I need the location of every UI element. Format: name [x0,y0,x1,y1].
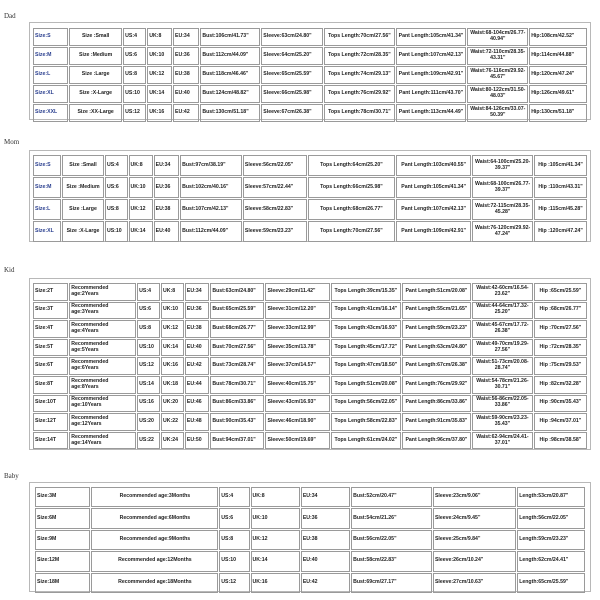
baby-table-row [35,487,585,507]
dad-cell: Waist:84-126cm/33.07-50.39" [467,104,528,122]
kid-cell: UK:12 [161,320,184,338]
mom-section-title: Mom [4,138,20,146]
mom-cell: Size :X-Large [62,221,104,242]
dad-cell: UK:16 [147,104,172,122]
kid-cell: US:8 [137,320,160,338]
kid-cell: Hip :70cm/27.56" [534,320,587,338]
mom-size-table [32,154,588,243]
baby-cell: Recommended age:3Months [91,487,218,507]
baby-cell: EU:36 [301,508,350,528]
kid-cell: US:14 [137,376,160,394]
kid-cell: Sleeve:40cm/15.75" [265,376,330,394]
mom-cell: UK:14 [129,221,153,242]
baby-cell: Bust:69cm/27.17" [351,573,432,593]
dad-cell: UK:14 [147,85,172,103]
mom-cell: Pant Length:105cm/41.34" [396,177,471,198]
kid-cell: EU:48 [185,413,209,431]
dad-cell: Hip:126cm/49.61" [529,85,587,103]
baby-cell: UK:8 [251,487,300,507]
mom-cell: Pant Length:103cm/40.55" [396,155,471,176]
dad-cell: Sleeve:65cm/25.59" [261,66,323,84]
kid-cell: Tops Length:45cm/17.72" [331,339,401,357]
kid-cell: US:4 [137,283,160,301]
dad-cell: Tops Length:70cm/27.56" [324,28,394,46]
baby-cell: Sleeve:24cm/9.45" [433,508,516,528]
mom-cell: Size:L [33,199,61,220]
kid-cell: Bust:90cm/35.43" [210,413,264,431]
baby-cell: Length:56cm/22.05" [517,508,585,528]
kid-cell: Bust:94cm/37.01" [210,432,264,450]
dad-cell: Size :Medium [69,47,122,65]
kid-cell: UK:22 [161,413,184,431]
kid-cell: Bust:73cm/28.74" [210,357,264,375]
kid-cell: Size:5T [33,339,68,357]
dad-cell: Pant Length:105cm/41.34" [396,28,467,46]
baby-cell: Length:62cm/24.41" [517,551,585,571]
baby-cell: Size:12M [35,551,90,571]
kid-cell: Recommended age:4Years [69,320,136,338]
dad-cell: Size:XL [33,85,68,103]
kid-cell: Waist:51-73cm/20.08-28.74" [472,357,533,375]
baby-cell: US:10 [219,551,249,571]
mom-cell: US:6 [105,177,128,198]
kid-cell: Tops Length:61cm/24.02" [331,432,401,450]
kid-cell: UK:18 [161,376,184,394]
kid-cell: Tops Length:51cm/20.08" [331,376,401,394]
mom-cell: Hip :120cm/47.24" [534,221,587,242]
kid-cell: Sleeve:33cm/12.99" [265,320,330,338]
kid-cell: Pant Length:59cm/23.23" [402,320,472,338]
baby-size-table [34,486,586,594]
kid-cell: Pant Length:86cm/33.86" [402,395,472,413]
kid-cell: Waist:54-78cm/21.26-30.71" [472,376,533,394]
kid-size-table [32,282,588,450]
kid-cell: Recommended age:14Years [69,432,136,450]
kid-cell: US:12 [137,357,160,375]
baby-cell: Sleeve:23cm/9.06" [433,487,516,507]
kid-cell: Size:4T [33,320,68,338]
baby-cell: US:4 [219,487,249,507]
dad-cell: Sleeve:67cm/26.38" [261,104,323,122]
mom-table-row [33,221,587,242]
baby-cell: Size:6M [35,508,90,528]
mom-cell: Size :Large [62,199,104,220]
kid-cell: Recommended age:2Years [69,283,136,301]
kid-cell: Sleeve:46cm/18.90" [265,413,330,431]
baby-cell: Size:18M [35,573,90,593]
dad-cell: Pant Length:111cm/43.70" [396,85,467,103]
kid-cell: Sleeve:29cm/11.42" [265,283,330,301]
baby-cell: Length:59cm/23.23" [517,530,585,550]
kid-cell: Waist:59-90cm/23.23-35.43" [472,413,533,431]
baby-cell: Sleeve:25cm/9.84" [433,530,516,550]
kid-cell: Bust:63cm/24.80" [210,283,264,301]
kid-cell: Bust:68cm/26.77" [210,320,264,338]
mom-cell: Size:XL [33,221,61,242]
baby-table-row [35,551,585,571]
kid-cell: Size:10T [33,395,68,413]
kid-cell: Sleeve:50cm/19.69" [265,432,330,450]
kid-cell: Sleeve:43cm/16.93" [265,395,330,413]
mom-cell: Waist:72-115cm/28.35-45.28" [472,199,533,220]
kid-table-row [33,302,587,320]
baby-table-row [35,508,585,528]
kid-cell: Size:12T [33,413,68,431]
dad-cell: Size :XX-Large [69,104,122,122]
dad-cell: Tops Length:72cm/28.35" [324,47,394,65]
baby-cell: US:8 [219,530,249,550]
kid-cell: Recommended age:5Years [69,339,136,357]
baby-cell: Sleeve:27cm/10.63" [433,573,516,593]
kid-cell: UK:8 [161,283,184,301]
kid-cell: Recommended age:6Years [69,357,136,375]
kid-cell: UK:24 [161,432,184,450]
kid-cell: Pant Length:67cm/26.38" [402,357,472,375]
kid-cell: Waist:44-64cm/17.32-25.20" [472,302,533,320]
kid-cell: Recommended age:12Years [69,413,136,431]
kid-table-row [33,339,587,357]
dad-cell: Size :Small [69,28,122,46]
baby-cell: US:6 [219,508,249,528]
kid-cell: Hip :72cm/28.35" [534,339,587,357]
kid-table-row [33,283,587,301]
dad-cell: Tops Length:78cm/30.71" [324,104,394,122]
kid-cell: Pant Length:63cm/24.80" [402,339,472,357]
dad-cell: Waist:72-110cm/28.35-43.31" [467,47,528,65]
mom-cell: Sleeve:58cm/22.83" [243,199,307,220]
kid-table-row [33,357,587,375]
dad-cell: Bust:106cm/41.73" [200,28,260,46]
baby-cell: Length:53cm/20.87" [517,487,585,507]
dad-cell: Size :X-Large [69,85,122,103]
kid-cell: Bust:78cm/30.71" [210,376,264,394]
baby-cell: Bust:56cm/22.05" [351,530,432,550]
mom-cell: Pant Length:107cm/42.13" [396,199,471,220]
dad-cell: US:8 [123,66,146,84]
kid-cell: UK:16 [161,357,184,375]
dad-cell: Sleeve:63cm/24.80" [261,28,323,46]
dad-cell: Size:M [33,47,68,65]
kid-cell: UK:10 [161,302,184,320]
mom-cell: EU:38 [154,199,180,220]
kid-cell: EU:38 [185,320,209,338]
kid-cell: Tops Length:41cm/16.14" [331,302,401,320]
kid-cell: Hip :65cm/25.59" [534,283,587,301]
dad-cell: Pant Length:113cm/44.49" [396,104,467,122]
kid-cell: US:6 [137,302,160,320]
dad-cell: US:6 [123,47,146,65]
baby-cell: UK:16 [251,573,300,593]
mom-table-row [33,177,587,198]
kid-cell: Hip :94cm/37.01" [534,413,587,431]
kid-cell: Waist:49-70cm/19.29-27.56" [472,339,533,357]
mom-cell: Hip :110cm/43.31" [534,177,587,198]
dad-cell: Waist:68-104cm/26.77-40.94" [467,28,528,46]
mom-cell: Hip :105cm/41.34" [534,155,587,176]
mom-cell: US:10 [105,221,128,242]
dad-table-row [33,85,587,103]
mom-cell: UK:10 [129,177,153,198]
dad-cell: US:4 [123,28,146,46]
mom-cell: Sleeve:59cm/23.23" [243,221,307,242]
baby-table-row [35,573,585,593]
baby-cell: UK:10 [251,508,300,528]
kid-cell: EU:34 [185,283,209,301]
mom-cell: Size :Small [62,155,104,176]
dad-cell: Waist:80-122cm/31.50-48.03" [467,85,528,103]
kid-table-row [33,413,587,431]
dad-cell: UK:8 [147,28,172,46]
mom-cell: Hip :115cm/45.28" [534,199,587,220]
baby-cell: EU:34 [301,487,350,507]
dad-cell: EU:36 [173,47,199,65]
kid-cell: UK:14 [161,339,184,357]
mom-cell: Bust:107cm/42.13" [180,199,242,220]
baby-cell: Recommended age:12Months [91,551,218,571]
kid-cell: Pant Length:55cm/21.65" [402,302,472,320]
kid-cell: Bust:86cm/33.86" [210,395,264,413]
mom-cell: Waist:64-100cm/25.20-39.37" [472,155,533,176]
kid-cell: Recommended age:10Years [69,395,136,413]
baby-cell: Bust:52cm/20.47" [351,487,432,507]
dad-cell: Pant Length:109cm/42.91" [396,66,467,84]
dad-cell: Waist:76-116cm/29.92-45.67" [467,66,528,84]
dad-cell: Sleeve:64cm/25.20" [261,47,323,65]
baby-cell: Sleeve:26cm/10.24" [433,551,516,571]
kid-cell: Hip :90cm/35.43" [534,395,587,413]
mom-cell: Tops Length:64cm/25.20" [308,155,395,176]
mom-cell: Bust:112cm/44.09" [180,221,242,242]
kid-cell: Size:2T [33,283,68,301]
baby-section-title: Baby [4,472,19,480]
kid-cell: Sleeve:35cm/13.78" [265,339,330,357]
mom-table-row [33,199,587,220]
kid-cell: Tops Length:43cm/16.93" [331,320,401,338]
kid-cell: Hip :68cm/26.77" [534,302,587,320]
kid-cell: Size:8T [33,376,68,394]
kid-table-row [33,320,587,338]
dad-cell: Size:XXL [33,104,68,122]
baby-cell: UK:14 [251,551,300,571]
baby-cell: Recommended age:9Months [91,530,218,550]
kid-cell: Pant Length:76cm/29.92" [402,376,472,394]
kid-cell: EU:42 [185,357,209,375]
dad-table-row [33,104,587,122]
baby-cell: Bust:58cm/22.83" [351,551,432,571]
mom-cell: Tops Length:68cm/26.77" [308,199,395,220]
mom-cell: Size :Medium [62,177,104,198]
kid-cell: Pant Length:51cm/20.08" [402,283,472,301]
kid-cell: Size:3T [33,302,68,320]
dad-table-row [33,28,587,46]
dad-cell: UK:10 [147,47,172,65]
kid-cell: Tops Length:56cm/22.05" [331,395,401,413]
mom-cell: Waist:68-100cm/26.77-39.37" [472,177,533,198]
dad-size-table [32,27,588,123]
mom-cell: EU:34 [154,155,180,176]
kid-cell: Tops Length:58cm/22.83" [331,413,401,431]
mom-table-row [33,155,587,176]
dad-cell: Hip:130cm/51.18" [529,104,587,122]
mom-cell: Tops Length:66cm/25.98" [308,177,395,198]
kid-cell: Hip :75cm/29.53" [534,357,587,375]
mom-cell: Size:S [33,155,61,176]
kid-cell: Waist:42-60cm/16.54-23.62" [472,283,533,301]
dad-cell: EU:40 [173,85,199,103]
kid-cell: Recommended age:3Years [69,302,136,320]
dad-table-row [33,47,587,65]
baby-cell: EU:38 [301,530,350,550]
dad-cell: UK:12 [147,66,172,84]
kid-cell: US:20 [137,413,160,431]
kid-cell: Tops Length:39cm/15.35" [331,283,401,301]
mom-cell: EU:40 [154,221,180,242]
kid-cell: Hip :98cm/38.58" [534,432,587,450]
kid-cell: EU:50 [185,432,209,450]
dad-cell: EU:42 [173,104,199,122]
dad-cell: Bust:118cm/46.46" [200,66,260,84]
baby-cell: Recommended age:6Months [91,508,218,528]
dad-cell: Tops Length:76cm/29.92" [324,85,394,103]
mom-cell: Tops Length:70cm/27.56" [308,221,395,242]
kid-cell: Sleeve:37cm/14.57" [265,357,330,375]
kid-section-title: Kid [4,266,15,274]
kid-cell: Recommended age:8Years [69,376,136,394]
kid-cell: UK:20 [161,395,184,413]
dad-cell: Hip:120cm/47.24" [529,66,587,84]
kid-cell: US:16 [137,395,160,413]
kid-cell: Size:14T [33,432,68,450]
kid-cell: Pant Length:91cm/35.83" [402,413,472,431]
kid-cell: US:22 [137,432,160,450]
kid-cell: EU:46 [185,395,209,413]
dad-cell: Pant Length:107cm/42.13" [396,47,467,65]
dad-cell: Bust:112cm/44.09" [200,47,260,65]
dad-cell: US:10 [123,85,146,103]
dad-cell: Bust:124cm/48.82" [200,85,260,103]
mom-cell: Sleeve:57cm/22.44" [243,177,307,198]
dad-cell: Size:L [33,66,68,84]
mom-cell: Pant Length:109cm/42.91" [396,221,471,242]
mom-cell: Sleeve:56cm/22.05" [243,155,307,176]
baby-cell: Recommended age:18Months [91,573,218,593]
mom-cell: Bust:102cm/40.16" [180,177,242,198]
kid-cell: EU:40 [185,339,209,357]
kid-table-row [33,376,587,394]
kid-cell: EU:44 [185,376,209,394]
dad-cell: EU:38 [173,66,199,84]
dad-cell: Hip:114cm/44.88" [529,47,587,65]
kid-cell: Sleeve:31cm/12.20" [265,302,330,320]
mom-cell: Waist:76-120cm/29.92-47.24" [472,221,533,242]
kid-cell: Hip :82cm/32.28" [534,376,587,394]
mom-cell: US:4 [105,155,128,176]
mom-cell: EU:36 [154,177,180,198]
mom-cell: US:8 [105,199,128,220]
mom-cell: UK:12 [129,199,153,220]
dad-cell: Bust:130cm/51.18" [200,104,260,122]
baby-cell: Length:65cm/25.59" [517,573,585,593]
baby-cell: UK:12 [251,530,300,550]
dad-cell: EU:34 [173,28,199,46]
dad-cell: Hip:108cm/42.52" [529,28,587,46]
mom-cell: Bust:97cm/38.19" [180,155,242,176]
dad-cell: Tops Length:74cm/29.13" [324,66,394,84]
kid-table-row [33,395,587,413]
kid-cell: Tops Length:47cm/18.50" [331,357,401,375]
kid-cell: Size:6T [33,357,68,375]
baby-cell: Size:3M [35,487,90,507]
baby-cell: US:12 [219,573,249,593]
baby-cell: Bust:54cm/21.26" [351,508,432,528]
kid-cell: EU:36 [185,302,209,320]
mom-cell: Size:M [33,177,61,198]
baby-cell: EU:42 [301,573,350,593]
dad-cell: US:12 [123,104,146,122]
kid-cell: Bust:65cm/25.59" [210,302,264,320]
kid-table-row [33,432,587,450]
kid-cell: Waist:62-94cm/24.41-37.01" [472,432,533,450]
baby-cell: EU:40 [301,551,350,571]
baby-table-row [35,530,585,550]
dad-section-title: Dad [4,12,16,20]
dad-cell: Sleeve:66cm/25.98" [261,85,323,103]
kid-cell: Waist:56-86cm/22.05-33.86" [472,395,533,413]
kid-cell: Pant Length:96cm/37.80" [402,432,472,450]
kid-cell: US:10 [137,339,160,357]
dad-table-row [33,66,587,84]
dad-cell: Size :Large [69,66,122,84]
mom-cell: UK:8 [129,155,153,176]
kid-cell: Bust:70cm/27.56" [210,339,264,357]
dad-cell: Size:S [33,28,68,46]
kid-cell: Waist:45-67cm/17.72-26.38" [472,320,533,338]
baby-cell: Size:9M [35,530,90,550]
